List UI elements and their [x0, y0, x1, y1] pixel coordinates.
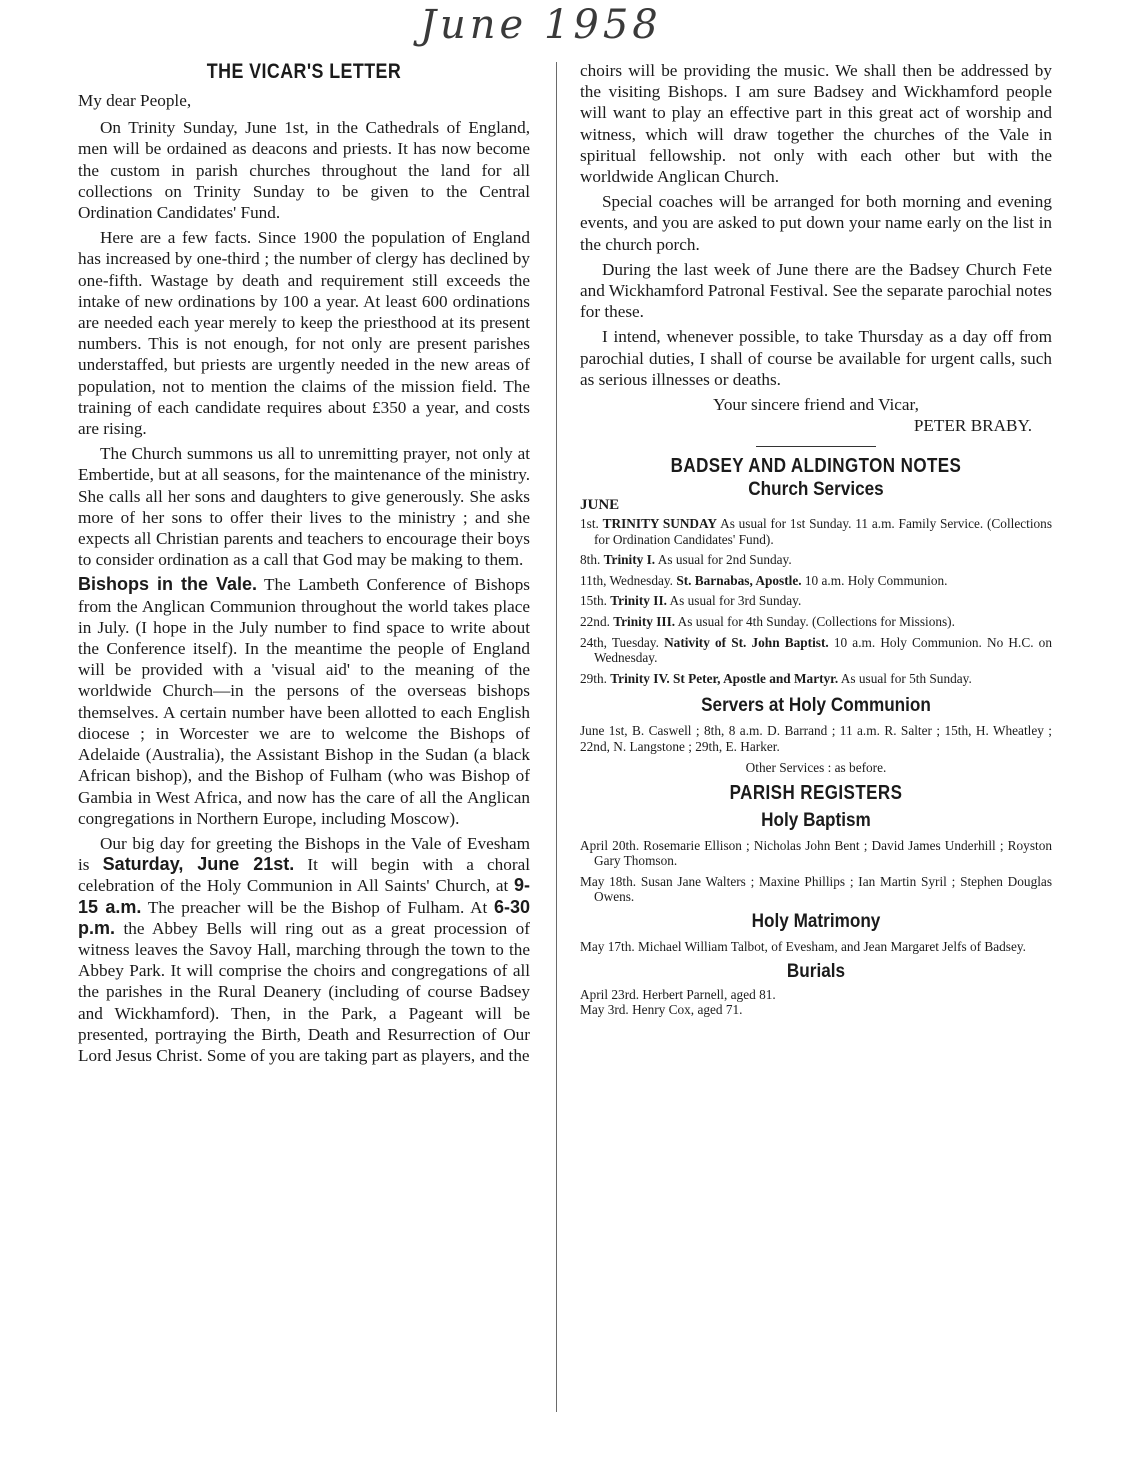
service-entry [580, 671, 1052, 687]
p5-part-c: It will begin with a choral celebration of the Holy Communion in All Saints' Church, at [78, 855, 530, 896]
matrimony-entry: May 17th. Michael William Talbot, of Evesham, and Jean Margaret Jelfs of Badsey. [580, 938, 1026, 954]
services-list [580, 516, 1052, 686]
parish-registers-title: PARISH REGISTERS [729, 781, 903, 804]
burial-entry: May 3rd. Henry Cox, aged 71. [580, 1002, 743, 1018]
service-details: As usual for 1st Sunday. 11 a.m. Family Service. (Collections for Ordination Candidates' Fund). [594, 516, 1052, 547]
service-entry [580, 573, 1052, 589]
letter-closing: Your sincere friend and Vicar, [713, 395, 919, 415]
letter-signature: PETER BRABY. [913, 416, 1032, 436]
service-feast: St. Barnabas, Apostle. [676, 572, 802, 588]
service-details: 10 a.m. Holy Communion. [801, 572, 948, 588]
holy-matrimony-heading: Holy Matrimony [751, 909, 881, 932]
handwritten-date: June 1958 [420, 2, 662, 48]
servers-heading: Servers at Holy Communion [701, 694, 931, 717]
service-details: As usual for 2nd Sunday. [655, 552, 792, 568]
church-services-heading: Church Services [748, 478, 884, 501]
p5-part-e: The preacher will be the Bishop of Fulham. At [141, 897, 494, 917]
service-details: As usual for 3rd Sunday. [666, 593, 802, 609]
service-details: 10 a.m. Holy Communion. No H.C. on Wednesday. [594, 634, 1052, 666]
service-feast: Trinity IV. St Peter, Apostle and Martyr. [610, 670, 839, 686]
bishops-in-vale-heading: Bishops in the Vale. [78, 574, 258, 595]
service-entry [580, 552, 1052, 568]
service-date: 11th, Wednesday. [580, 572, 673, 588]
baptism-entry: April 20th. Rosemarie Ellison ; Nicholas John Bent ; David James Underhill ; Royston Gary Thomson. [580, 837, 1052, 869]
service-entry [580, 635, 1052, 666]
services-month: JUNE [580, 497, 620, 514]
servers-list: June 1st, B. Caswell ; 8th, 8 a.m. D. Barrand ; 11 a.m. R. Salter ; 15th, H. Wheatley ; 22nd, N. Langstone ; 29th, E. Harker. [580, 723, 1052, 754]
notes-title: BADSEY AND ALDINGTON NOTES [670, 455, 962, 478]
service-date: 1st. [580, 516, 599, 532]
burial-entry: April 23rd. Herbert Parnell, aged 81. [580, 986, 776, 1002]
service-feast: TRINITY SUNDAY [602, 516, 718, 532]
letter-paragraph-9: I intend, whenever possible, to take Thursday as a day off from parochial duties, I shall of course be available for urgent calls, such as serious illnesses or deaths. [580, 327, 1052, 389]
holy-baptism-heading: Holy Baptism [761, 808, 871, 831]
service-feast: Trinity II. [610, 593, 667, 609]
service-date: 29th. [580, 670, 607, 686]
letter-paragraph-4-text: The Lambeth Conference of Bishops from the Anglican Communion throughout the world takes place in July. (I hope in the July number to find space to write about the Conference itself). In the meantime the people of England will be provided with a 'visual aid' to the meaning of the worldwide Church—in the persons of the overseas bishops themselves. A certain number have been allotted to each English diocese ; in Worcester we are to welcome the Bishops of Adelaide (Australia), the Assistant Bishop in the Sudan (a black African bishop), and the Bishop of Fulham (who was Bishop of Gambia in West Africa, and now has the care of all the Anglican congregations in Northern Europe, including Moscow). [78, 575, 530, 828]
column-divider [556, 62, 557, 1412]
p5-part-a: Our big day for greeting the Bishops in the Vale of Evesham is [78, 833, 530, 875]
service-feast: Trinity I. [603, 552, 656, 568]
vicars-letter-title: THE VICAR'S LETTER [206, 60, 402, 83]
service-feast: Trinity III. [613, 614, 676, 630]
service-date: 8th. [580, 552, 601, 568]
letter-paragraph-6: choirs will be providing the music. We shall then be addressed by the visiting Bishops. I am sure Badsey and Wickhamford people will want to play an effective part in this great act of worship and witness, which will draw together the churches of the Vale in spiritual fellowship. not only with each other but with the worldwide Anglican Church. [580, 61, 1052, 187]
p5-part-g: the Abbey Bells will ring out as a great procession of witness leaves the Savoy Hall, marching through the town to the Abbey Park. It will comprise the choirs and congregations of all the parishes in the Rural Deanery (including of course Badsey and Wickhamford). Then, in the Park, a Pageant will be presented, portraying the Birth, Death and Resurrection of Our Lord Jesus Christ. Some of you are taking part as players, and the [78, 918, 530, 1065]
other-services: Other Services : as before. [745, 759, 887, 775]
right-column [580, 60, 1052, 1018]
service-entry [580, 614, 1052, 630]
letter-paragraph-7: Special coaches will be arranged for both morning and evening events, and you are asked to put down your name early on the list in the church porch. [580, 192, 1052, 254]
letter-paragraph-4 [78, 574, 530, 828]
left-column [78, 60, 530, 1070]
salutation: My dear People, [78, 91, 192, 110]
baptism-entry: May 18th. Susan Jane Walters ; Maxine Phillips ; Ian Martin Syril ; Stephen Douglas Owens. [580, 873, 1052, 905]
procession-time: 6-30 p.m. [78, 896, 530, 938]
service-feast: Nativity of St. John Baptist. [664, 634, 829, 650]
service-date: 24th, Tuesday. [580, 634, 659, 650]
letter-paragraph-5 [78, 833, 530, 1066]
service-entry [580, 516, 1052, 547]
letter-paragraph-3: The Church summons us all to unremitting prayer, not only at Embertide, but at all seasons, for the maintenance of the ministry. She calls all her sons and daughters to give generously. She asks more of her sons to offer their lives to the ministry ; and she expects all Christian parents and teachers to encourage their boys to consider ordination as a call that God may be making to them. [78, 444, 530, 570]
letter-paragraph-8: During the last week of June there are the Badsey Church Fete and Wickhamford Patronal Festival. See the separate parochial notes for these. [580, 259, 1052, 322]
big-day-date: Saturday, June 21st. [102, 854, 295, 875]
section-divider [756, 446, 876, 447]
letter-paragraph-1: On Trinity Sunday, June 1st, in the Cathedrals of England, men will be ordained as deacons and priests. It has now become the custom in parish churches throughout the land for all collections on Trinity Sunday to be given to the Central Ordination Candidates' Fund. [78, 118, 530, 223]
service-date: 22nd. [580, 614, 610, 630]
service-entry [580, 593, 1052, 609]
service-details: As usual for 5th Sunday. [838, 670, 972, 686]
service-details: As usual for 4th Sunday. (Collections for Missions). [675, 614, 955, 630]
burials-heading: Burials [786, 959, 846, 982]
letter-paragraph-2: Here are a few facts. Since 1900 the population of England has increased by one-third ; the number of clergy has declined by one-fifth. Wastage by death and requirement still exceeds the intake of new ordinations by 100 a year. At least 600 ordinations are needed each year merely to keep the priesthood at its present numbers. This is not enough, for not only are present parishes understaffed, but priests are urgently needed in the new areas of population, not to mention the claims of the mission field. The training of each candidate requires about £350 a year, and costs are rising. [78, 228, 530, 439]
communion-time: 9-15 a.m. [78, 875, 530, 917]
service-date: 15th. [580, 593, 607, 609]
